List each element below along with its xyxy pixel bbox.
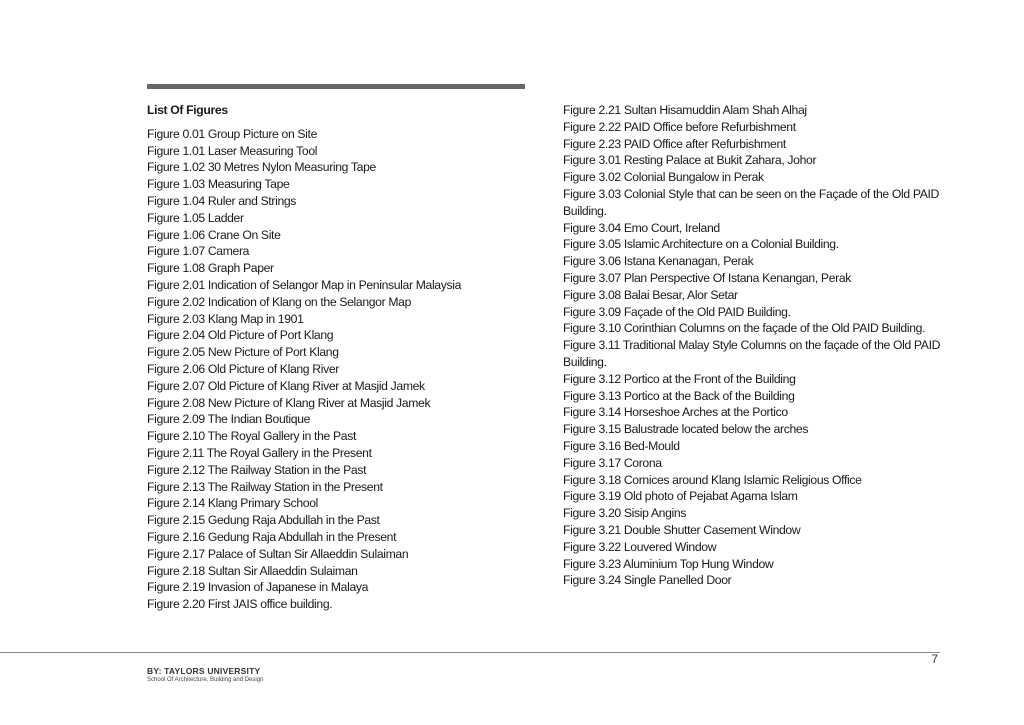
list-item: Figure 3.20 Sisip Angins [563, 506, 687, 521]
list-item: Figure 3.19 Old photo of Pejabat Agama Islam [563, 489, 798, 504]
list-item: Figure 3.17 Corona [563, 455, 662, 470]
list-item: Figure 1.05 Ladder [147, 210, 244, 225]
list-item: Figure 2.07 Old Picture of Klang River at Masjid Jamek [147, 378, 425, 393]
list-item: Figure 3.01 Resting Palace at Bukit Zahara, Johor [563, 153, 817, 168]
figures-list-right-column [563, 102, 953, 589]
list-item: Figure 1.08 Graph Paper [147, 261, 274, 276]
figures-list-right [563, 102, 953, 589]
list-item: Figure 3.03 Colonial Style that can be seen on the Façade of the Old PAID Building. [563, 186, 939, 218]
list-item: Figure 3.22 Louvered Window [563, 539, 717, 554]
list-item: Figure 2.14 Klang Primary School [147, 496, 319, 511]
list-item: Figure 3.16 Bed-Mould [563, 438, 680, 453]
list-item: Figure 2.03 Klang Map in 1901 [147, 311, 304, 326]
list-item: Figure 3.13 Portico at the Back of the Building [563, 388, 795, 403]
list-item: Figure 2.15 Gedung Raja Abdullah in the Past [147, 513, 380, 528]
list-item: Figure 2.20 First JAIS office building. [147, 597, 333, 612]
list-item: Figure 3.12 Portico at the Front of the Building [563, 371, 796, 386]
list-item: Figure 1.01 Laser Measuring Tool [147, 143, 318, 158]
list-item: Figure 3.07 Plan Perspective Of Istana Kenangan, Perak [563, 270, 852, 285]
list-item: Figure 2.01 Indication of Selangor Map in Peninsular Malaysia [147, 277, 461, 292]
footer-subtitle: School Of Architecture, Building and Design [147, 677, 264, 683]
list-item: Figure 2.08 New Picture of Klang River at Masjid Jamek [147, 395, 431, 410]
list-item: Figure 3.06 Istana Kenanagan, Perak [563, 254, 754, 269]
list-item: Figure 1.04 Ruler and Strings [147, 193, 297, 208]
list-item: Figure 3.05 Islamic Architecture on a Colonial Building. [563, 237, 839, 252]
list-item: Figure 2.02 Indication of Klang on the Selangor Map [147, 294, 412, 309]
list-item: Figure 3.08 Balai Besar, Alor Setar [563, 287, 738, 302]
list-item: Figure 2.16 Gedung Raja Abdullah in the Present [147, 529, 397, 544]
list-item: Figure 3.04 Emo Court, Ireland [563, 220, 720, 235]
list-item: Figure 2.17 Palace of Sultan Sir Allaeddin Sulaiman [147, 546, 409, 561]
list-item: Figure 2.21 Sultan Hisamuddin Alam Shah Alhaj [563, 103, 807, 117]
list-item: Figure 3.21 Double Shutter Casement Window [563, 522, 801, 537]
list-item: Figure 2.22 PAID Office before Refurbishment [563, 119, 796, 134]
list-item: Figure 3.11 Traditional Malay Style Columns on the façade of the Old PAID Building. [563, 338, 941, 369]
page-number: 7 [931, 652, 938, 666]
list-item: Figure 2.12 The Railway Station in the Past [147, 462, 367, 477]
list-item: Figure 3.10 Corinthian Columns on the façade of the Old PAID Building. [563, 321, 926, 336]
list-item: Figure 1.03 Measuring Tape [147, 177, 290, 192]
footer [147, 666, 263, 684]
footer-title: BY: TAYLORS UNIVERSITY [147, 666, 261, 676]
list-item: Figure 3.23 Aluminium Top Hung Window [563, 556, 774, 571]
list-item: Figure 2.09 The Indian Boutique [147, 412, 311, 427]
list-item: Figure 2.05 New Picture of Port Klang [147, 345, 339, 360]
bottom-divider [0, 652, 940, 653]
list-of-figures-heading: List Of Figures [147, 103, 228, 117]
list-item: Figure 2.19 Invasion of Japanese in Malaya [147, 580, 369, 595]
list-item: Figure 3.14 Horseshoe Arches at the Portico [563, 405, 788, 420]
list-item: Figure 0.01 Group Picture on Site [147, 126, 318, 141]
list-item: Figure 1.02 30 Metres Nylon Measuring Tape [147, 160, 376, 175]
list-item: Figure 3.02 Colonial Bungalow in Perak [563, 170, 764, 185]
list-item: Figure 2.10 The Royal Gallery in the Past [147, 429, 356, 444]
list-item: Figure 3.15 Balustrade located below the arches [563, 422, 809, 437]
list-item: Figure 2.04 Old Picture of Port Klang [147, 328, 334, 343]
list-item: Figure 2.13 The Railway Station in the Present [147, 479, 383, 494]
list-item: Figure 2.18 Sultan Sir Allaeddin Sulaiman [147, 563, 358, 578]
list-item: Figure 1.06 Crane On Site [147, 227, 281, 242]
top-divider [147, 84, 525, 89]
list-item: Figure 1.07 Camera [147, 244, 250, 259]
figures-list-left-column [147, 102, 507, 613]
list-item: Figure 2.06 Old Picture of Klang River [147, 361, 339, 376]
list-item: Figure 2.23 PAID Office after Refurbishment [563, 136, 786, 151]
list-item: Figure 3.18 Cornices around Klang Islamic Religious Office [563, 472, 862, 487]
list-item: Figure 2.11 The Royal Gallery in the Present [147, 445, 372, 460]
list-item: Figure 3.09 Façade of the Old PAID Building. [563, 304, 791, 319]
list-item: Figure 3.24 Single Panelled Door [563, 573, 732, 588]
figures-list-left [147, 126, 507, 613]
